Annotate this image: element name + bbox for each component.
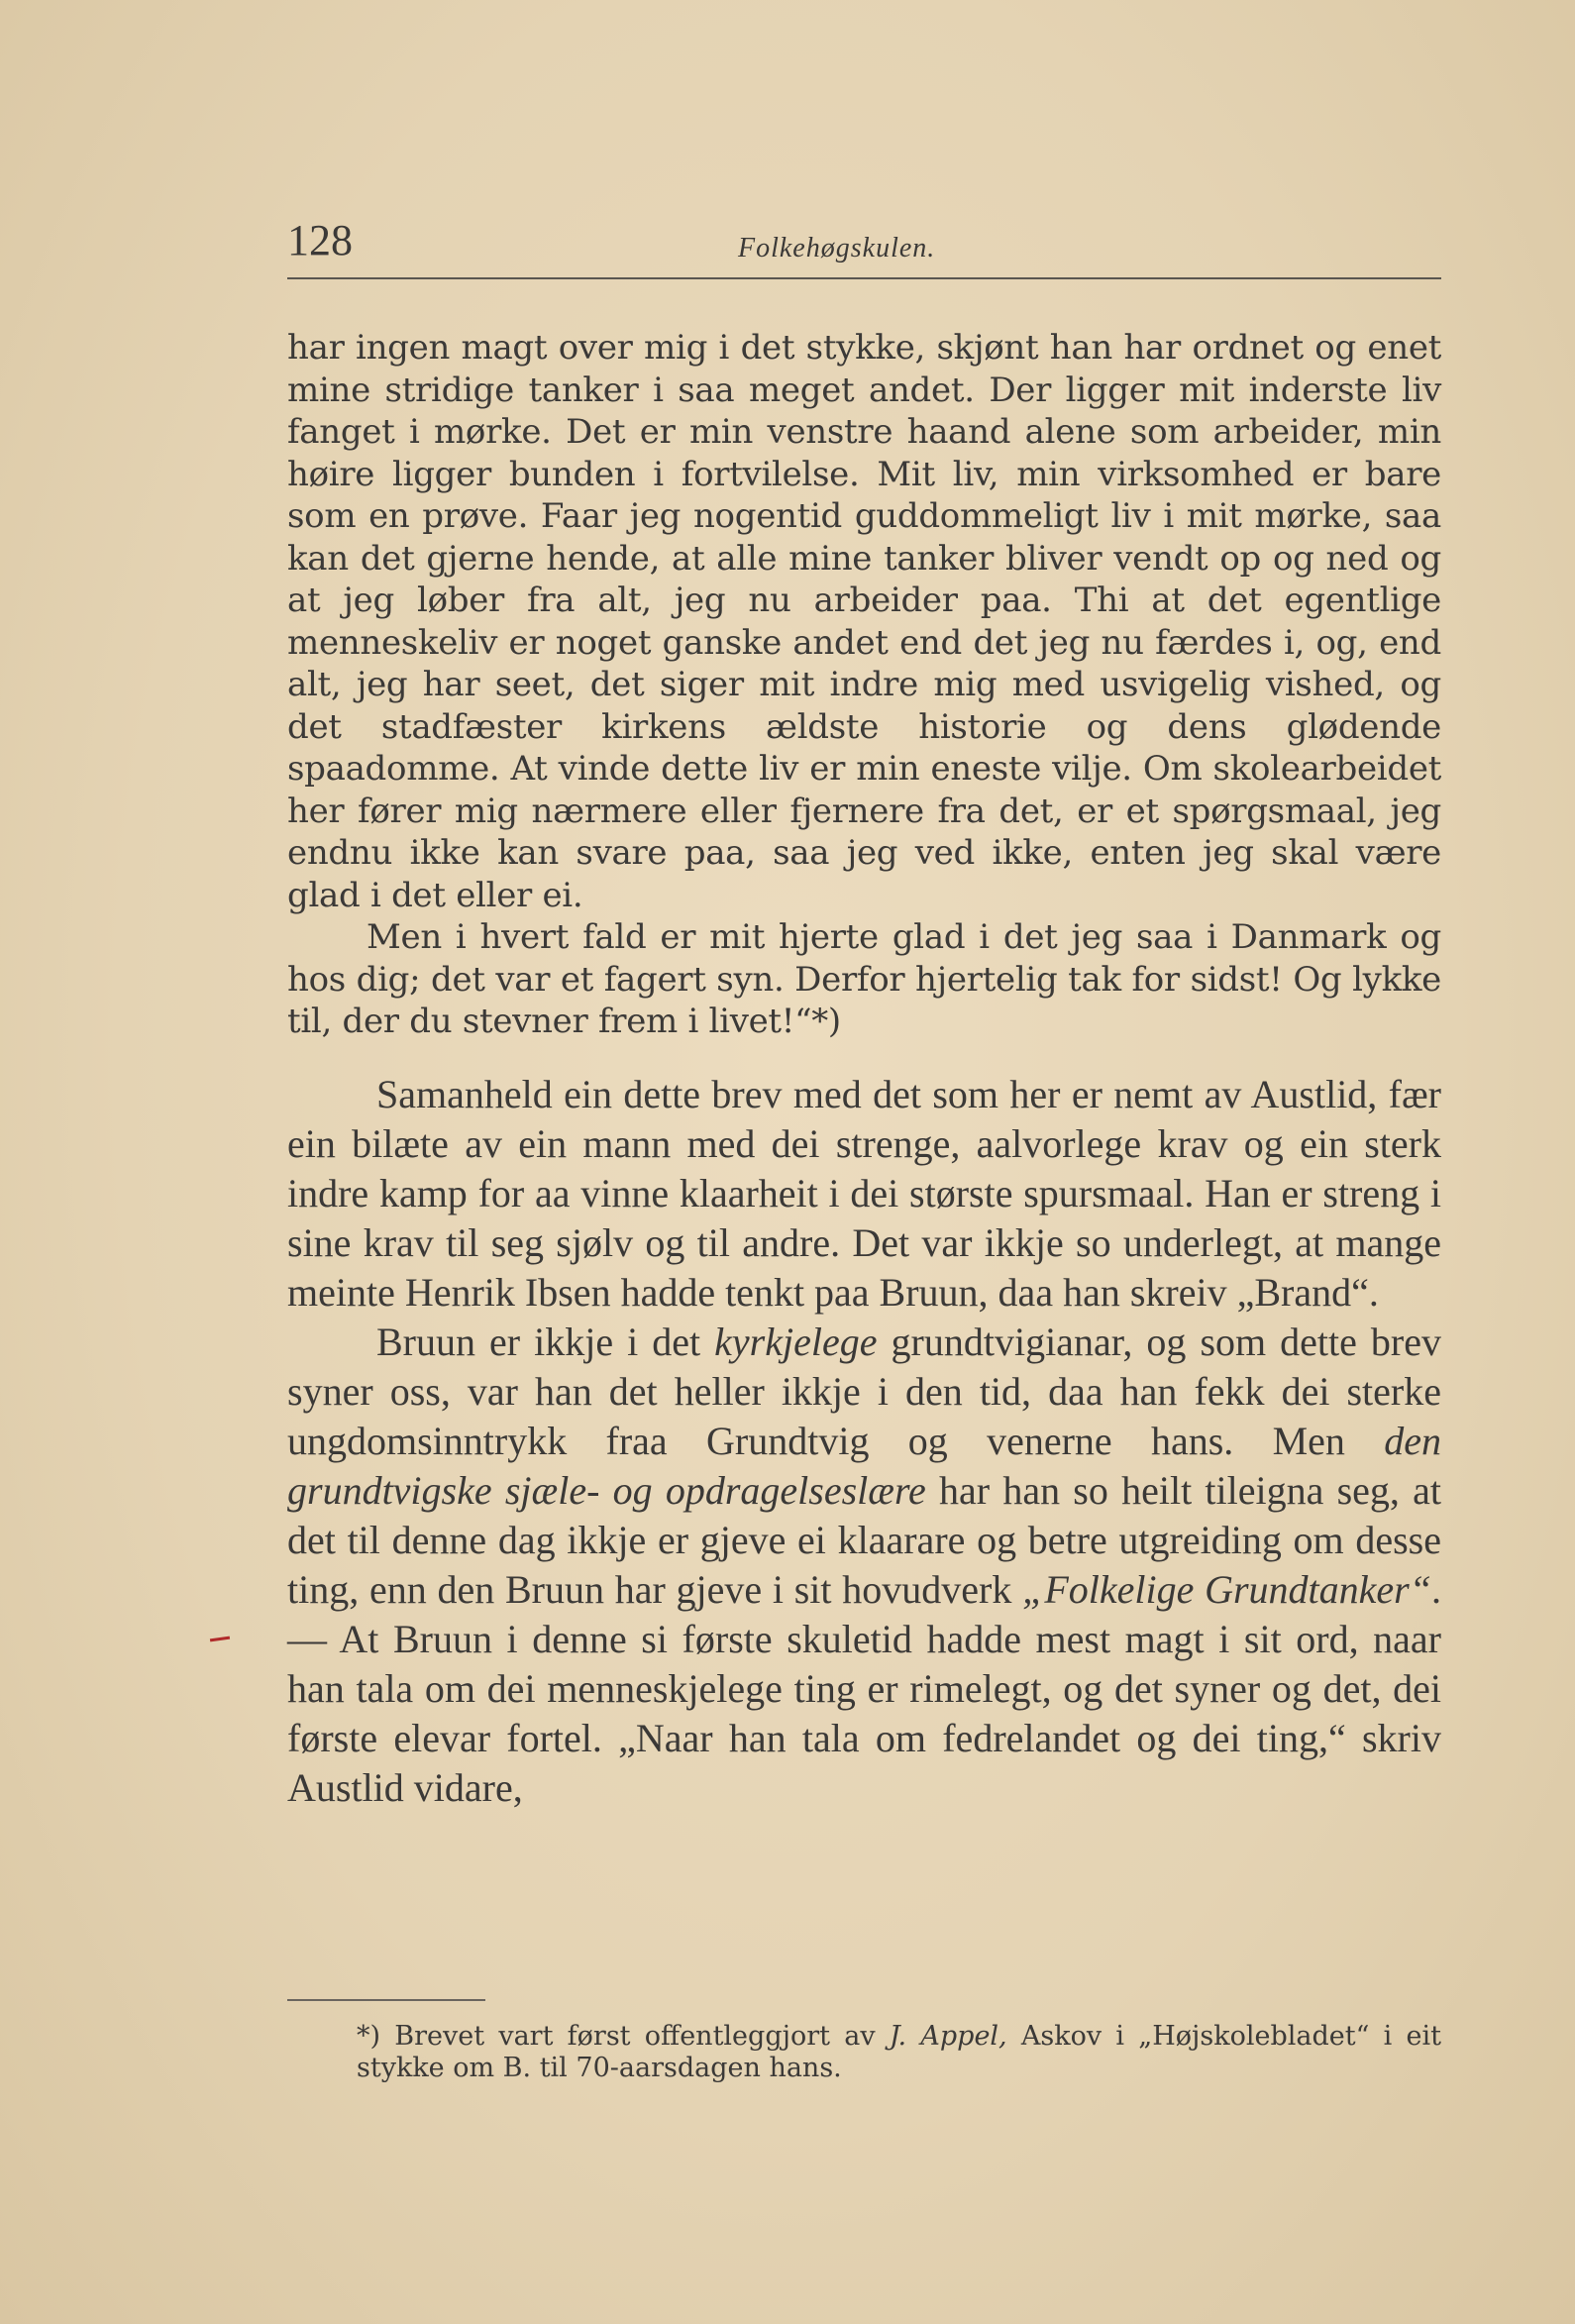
body-paragraph xyxy=(287,1318,1441,1813)
italic-run: kyrkjelege xyxy=(714,1320,878,1364)
margin-pencil-mark xyxy=(210,1637,230,1642)
letter-paragraph: har ingen magt over mig i det stykke, skjønt han har ordnet og enet mine stridige tanker i saa meget andet. Der ligger mit inderste liv fanget i mørke. Det er min venstre haand alene som arbeider, min høire ligger bunden i fortvilelse. Mit liv, min virksomhed er bare som en prøve. Faar jeg nogentid guddommeligt liv i mit mørke, saa kan det gjerne hende, at alle mine tanker bliver vendt op og ned og at jeg løber fra alt, jeg nu arbeider paa. Thi at det egentlige menneskeliv er noget ganske andet end det jeg nu færdes i, og, end alt, jeg har seet, det siger mit indre mig med usvigelig vished, og det stadfæster kirkens ældste historie og dens glødende spaadomme. At vinde dette liv er min eneste vilje. Om skolearbeidet her fører mig nærmere eller fjernere fra det, er et spørgsmaal, jeg endnu ikke kan svare paa, saa jeg ved ikke, enten jeg skal være glad i det eller ei. xyxy=(287,328,1441,915)
text-run: . — At Bruun i denne si første skuletid hadde mest magt i sit ord, naar han tala om dei menneskjelege ting er rimelegt, og det syner og det, dei første elevar fortel. „Naar han tala om fedrelandet og dei ting,“ skriv Austlid vidare, xyxy=(287,1567,1441,1810)
text-run: har han so heilt tileigna seg, at det til denne dag ikkje er gjeve ei klaarare og betre utgreiding om desse ting, enn den Bruun har gjeve i sit hovudverk xyxy=(287,1468,1441,1612)
letter-paragraph: Men i hvert fald er mit hjerte glad i det jeg saa i Danmark og hos dig; det var et fagert syn. Derfor hjertelig tak for sidst! Og lykke til, der du stevner frem i livet!“*) xyxy=(287,917,1441,1041)
footnote-rule xyxy=(287,1999,485,2001)
body-text xyxy=(287,1070,1441,1813)
text-run: *) Brevet vart først offentleggjort av xyxy=(357,2021,890,2052)
body-paragraph: Samanheld ein dette brev med det som her er nemt av Austlid, fær ein bilæte av ein mann med dei strenge, aalvorlege krav og ein sterk indre kamp for aa vinne klaarheit i dei største spursmaal. Han er streng i sine krav til seg sjølv og til andre. Det var ikkje so underlegt, at mange meinte Henrik Ibsen hadde tenkt paa Bruun, daa han skreiv „Brand“. xyxy=(287,1072,1441,1315)
header-rule xyxy=(287,277,1441,279)
page-header xyxy=(287,213,1446,272)
italic-run: „Folkelige Grundtanker“ xyxy=(1022,1567,1431,1612)
text-run: grundtvigianar, og som dette brev syner oss, var han det heller ikkje i den tid, daa han fekk dei sterke ungdomsinntrykk fraa Grundtvig og venerne hans. Men xyxy=(287,1320,1441,1463)
running-title: Folkehøgskulen. xyxy=(738,233,936,264)
italic-run: J. Appel, xyxy=(889,2021,1007,2052)
text-run: Askov i „Højskolebladet“ i eit stykke om B. til 70-aarsdagen hans. xyxy=(357,2021,1441,2083)
footnote xyxy=(357,2021,1441,2084)
italic-run: den grundtvigske sjæle- og opdragelseslære xyxy=(287,1419,1441,1513)
quoted-letter xyxy=(287,327,1441,1043)
text-run: Bruun er ikkje i det xyxy=(376,1320,715,1364)
page-number: 128 xyxy=(287,216,353,264)
